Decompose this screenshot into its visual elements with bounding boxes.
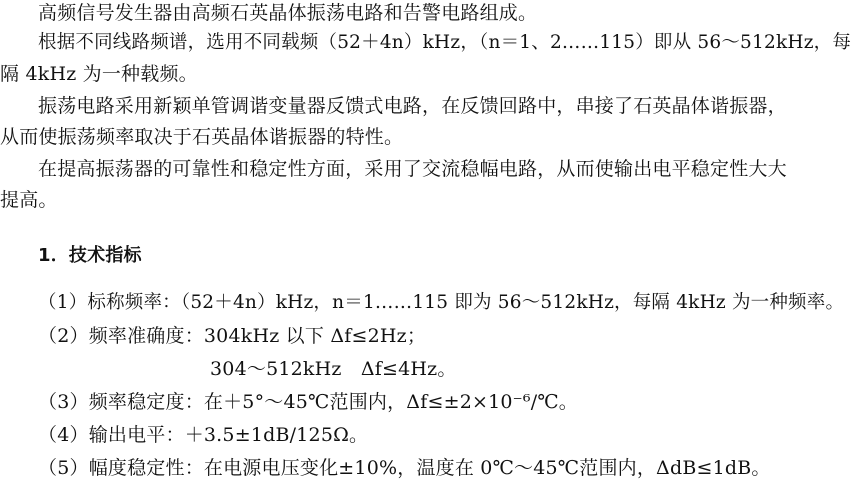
spec-item-frequency-accuracy-continued: 304～512kHz Δf≤4Hz。: [210, 358, 457, 380]
paragraph-carrier-line-2: 隔 4kHz 为一种载频。: [0, 63, 198, 85]
spec-item-frequency-accuracy: （2）频率准确度：304kHz 以下 Δf≤2Hz；: [38, 325, 427, 347]
section-heading: 1．技术指标: [38, 245, 142, 266]
paragraph-intro-line-1: 高频信号发生器由高频石英晶体振荡电路和告警电路组成。: [38, 2, 538, 24]
spec-item-amplitude-stability: （5）幅度稳定性：在电源电压变化±10%，温度在 0℃～45℃范围内，ΔdB≤1dB。: [38, 457, 771, 479]
paragraph-stability-line-1: 在提高振荡器的可靠性和稳定性方面，采用了交流稳幅电路，从而使输出电平稳定性大大: [38, 158, 787, 180]
paragraph-carrier-line-1: 根据不同线路频谱，选用不同载频（52＋4n）kHz，（n＝1、2……115）即从 56～512kHz，每: [38, 32, 852, 53]
paragraph-stability-line-2: 提高。: [0, 189, 58, 211]
spec-item-output-level: （4）输出电平：＋3.5±1dB/125Ω。: [38, 424, 369, 446]
spec-item-frequency-stability: （3）频率稳定度：在＋5°～45℃范围内，Δf≤±2×10⁻⁶/℃。: [38, 391, 578, 413]
paragraph-oscillator-line-1: 振荡电路采用新颖单管调谐变量器反馈式电路，在反馈回路中，串接了石英晶体谐振器，: [38, 95, 787, 117]
spec-item-nominal-frequency: （1）标称频率：（52＋4n）kHz，n＝1……115 即为 56～512kHz，每隔 4kHz 为一种频率。: [38, 292, 845, 313]
paragraph-oscillator-line-2: 从而使振荡频率取决于石英晶体谐振器的特性。: [0, 126, 404, 148]
